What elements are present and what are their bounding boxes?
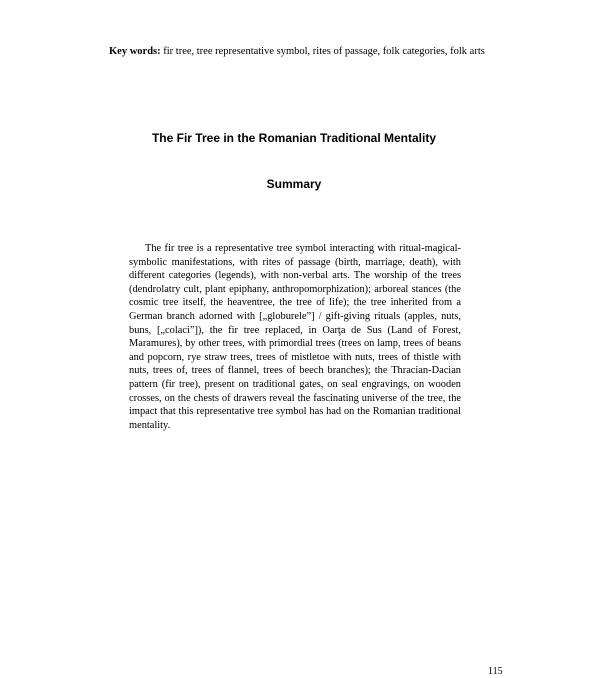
summary-body: The fir tree is a representative tree symbol interacting with ritual-magical-symbolic manifestations, with rites of passage (birth, marriage, death), with different categories (legends), with non-verbal arts. The worship of the trees (dendrolatry cult, plant epiphany, anthropomorphization); arboreal stances (the cosmic tree itself, the heaventree, the tree of life); the tree inherited from a German branch adorned with [„globurele”] / gift-giving rituals (apples, nuts, buns, [„colaci”]), the fir tree replaced, in Oarţa de Sus (Land of Forest, Maramures), by other trees, with primordial trees (trees on lamp, trees of beans and popcorn, rye straw trees, trees of mistletoe with nuts, trees of thistle with nuts, trees of, trees of flannel, trees of beech branches); the Thracian-Dacian pattern (fir tree), present on traditional gates, on seal engravings, on wooden crosses, on the chests of drawers reveal the fascinating universe of the tree, the impact that this representative tree symbol has had on the Romanian traditional mentality. (129, 243, 461, 431)
keywords-paragraph (73, 45, 513, 59)
keywords-text: fir tree, tree representative symbol, rites of passage, folk categories, folk arts (160, 46, 485, 57)
keywords-label: Key words: (109, 46, 161, 57)
article-title: The Fir Tree in the Romanian Traditional Mentality (151, 131, 437, 145)
page-number: 115 (488, 666, 503, 677)
summary-heading: Summary (266, 177, 322, 191)
